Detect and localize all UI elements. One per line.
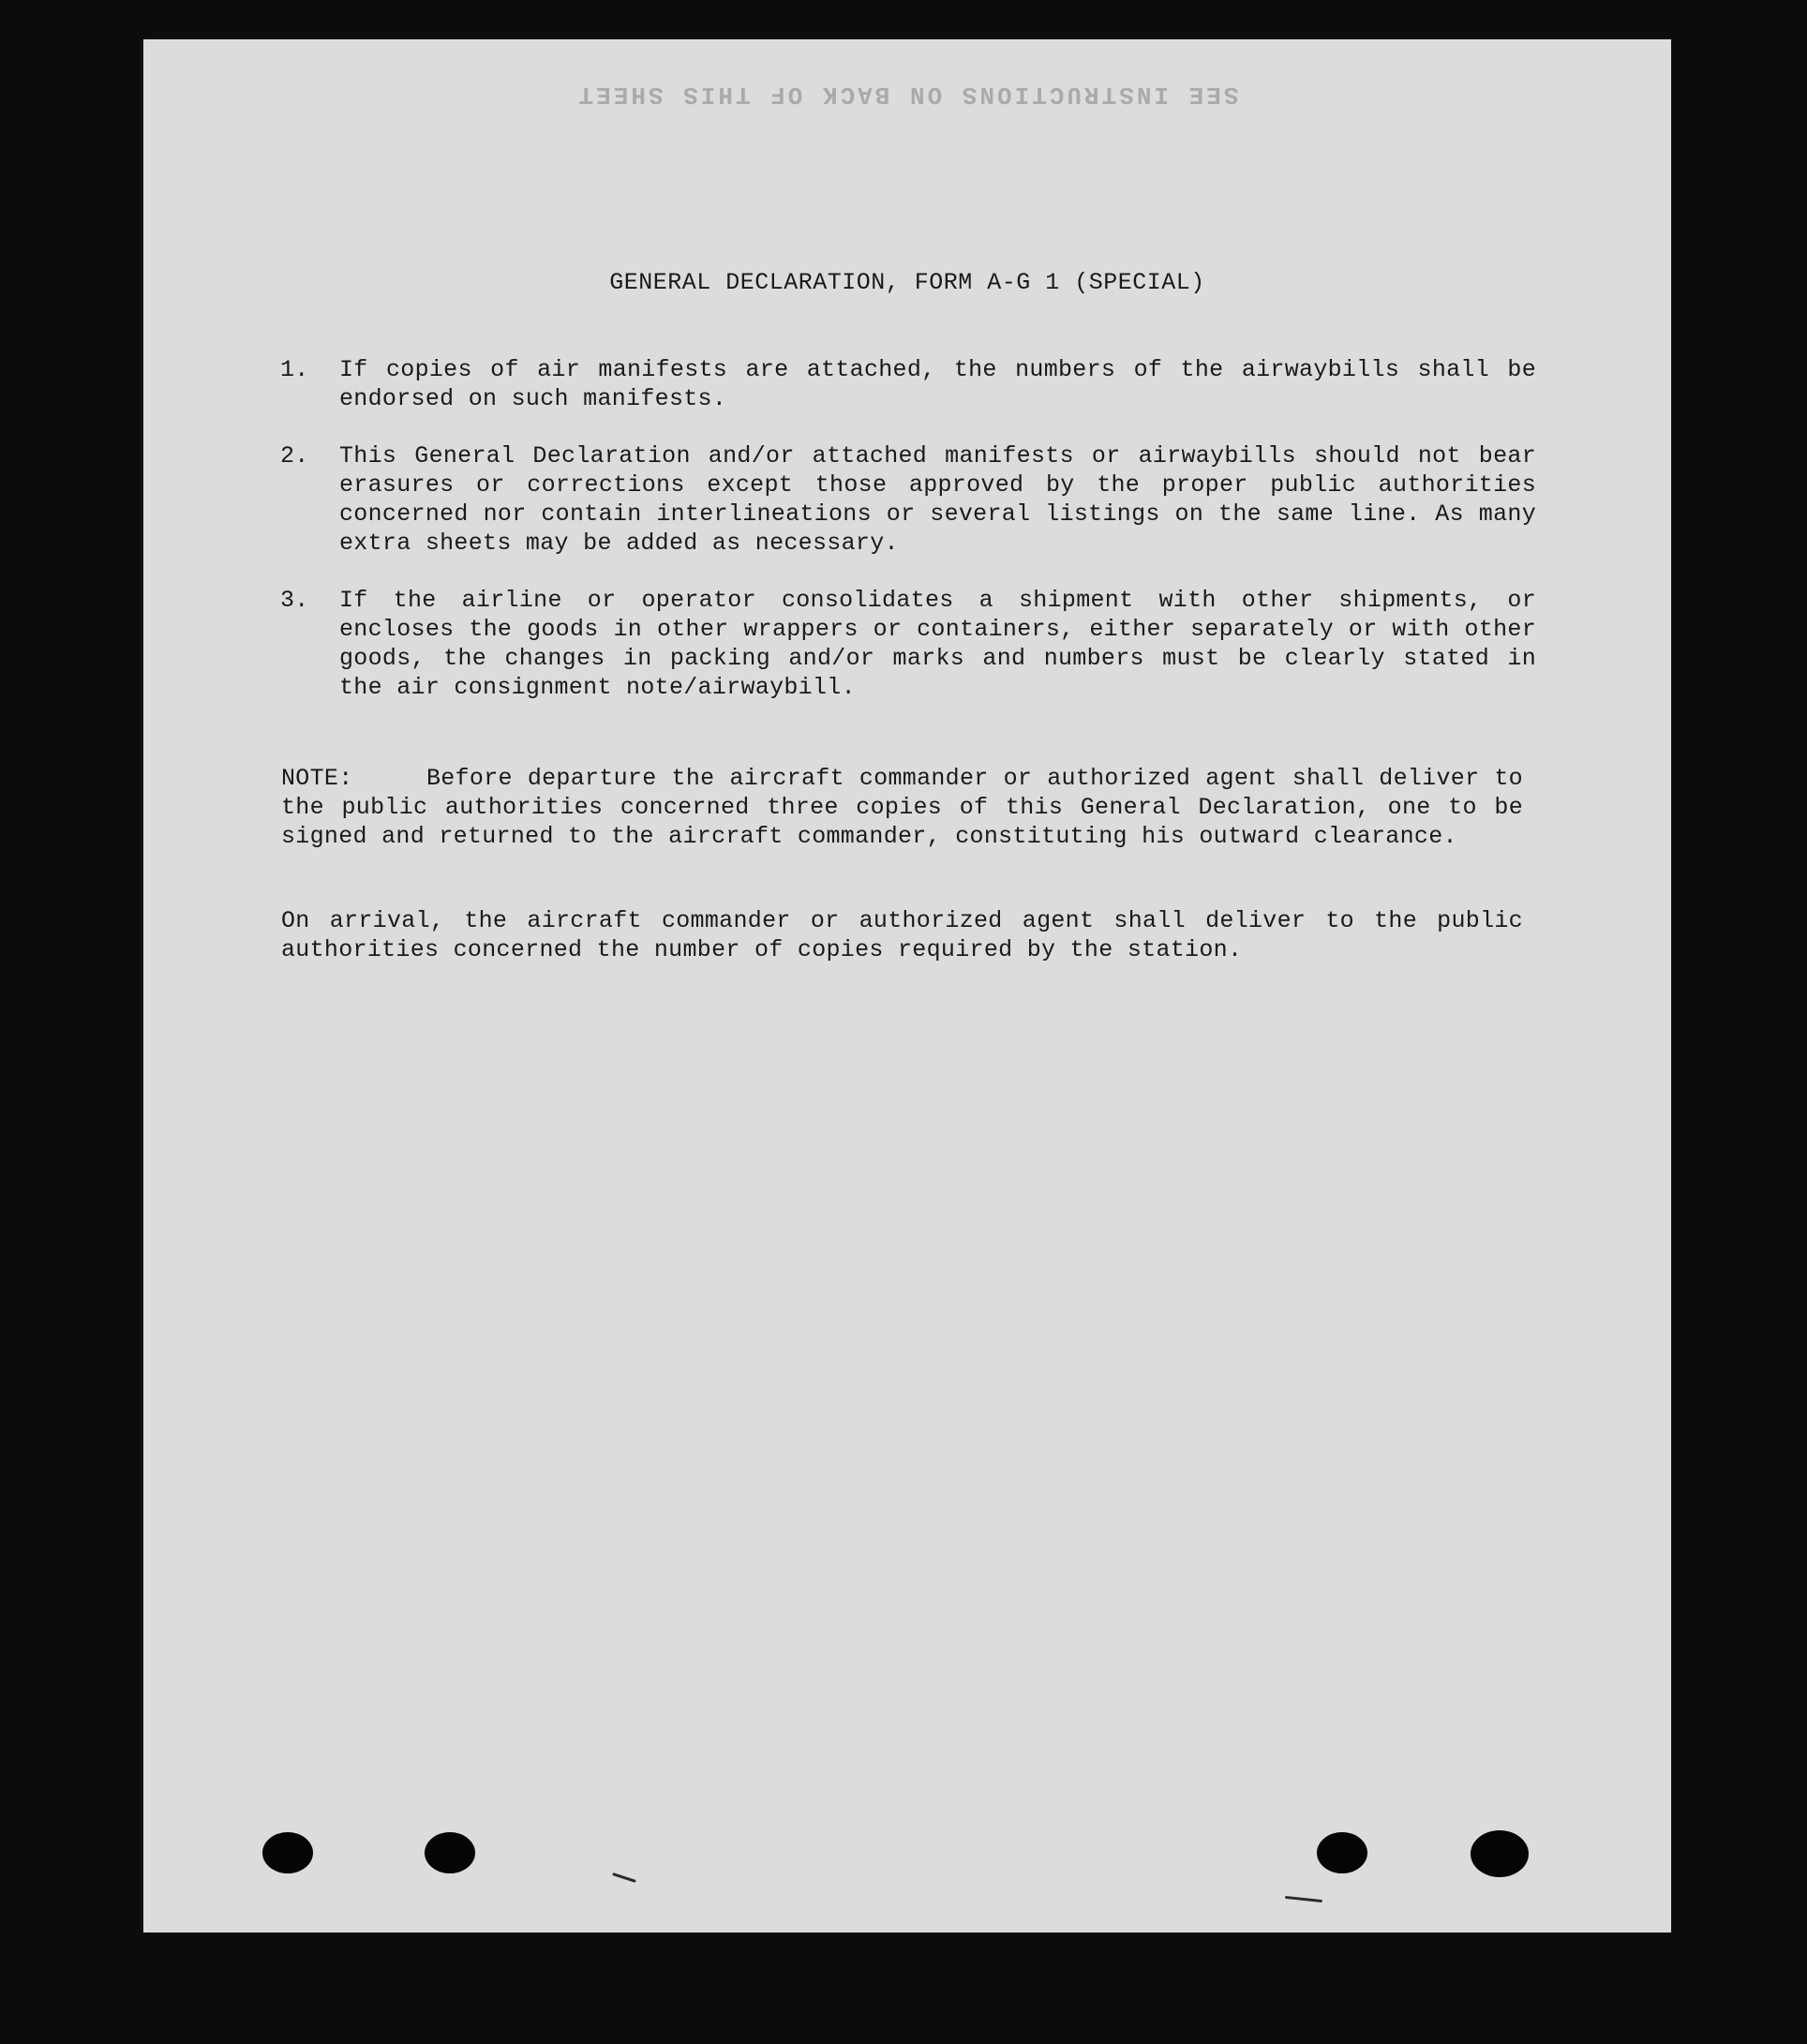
document-sheet xyxy=(143,39,1671,1932)
arrival-paragraph xyxy=(281,906,1523,964)
mark-speck xyxy=(1285,1896,1322,1902)
note-paragraph xyxy=(281,764,1523,851)
punch-hole-icon xyxy=(1471,1830,1529,1877)
item-number: 2. xyxy=(280,442,309,470)
punch-hole-icon xyxy=(262,1832,313,1873)
instruction-item-1 xyxy=(280,355,1536,413)
arrival-text: On arrival, the aircraft commander or authorized agent shall deliver to the public authorities concerned the number of copies required by the station. xyxy=(281,907,1523,963)
punch-hole-icon xyxy=(1317,1832,1367,1873)
instruction-item-2 xyxy=(280,441,1536,558)
item-text: If the airline or operator consolidates a shipment with other shipments, or encloses the goods in other wrappers or containers, either separately or with other goods, the changes in packing and/or marks and numbers must be clearly stated in the air consignment note/airwaybill. xyxy=(339,587,1536,701)
bleed-through-text: SEE INSTRUCTIONS ON BACK OF THIS SHEET xyxy=(575,81,1239,109)
item-text: This General Declaration and/or attached manifests or airwaybills should not bear erasures or corrections except those approved by the proper public authorities concerned nor contain interlineations or several listings on the same line. As many extra sheets may be added as necessary. xyxy=(339,442,1536,557)
item-number: 3. xyxy=(280,587,309,614)
item-text: If copies of air manifests are attached, the numbers of the airwaybills shall be endorsed on such manifests. xyxy=(339,356,1536,412)
note-text: Before departure the aircraft commander or authorized agent shall deliver to the public authorities concerned three copies of this General Declaration, one to be signed and returned to the aircraft commander, constituting his outward clearance. xyxy=(281,765,1523,850)
instruction-item-3 xyxy=(280,586,1536,702)
punch-hole-icon xyxy=(425,1832,475,1873)
item-number: 1. xyxy=(280,356,309,383)
document-title: GENERAL DECLARATION, FORM A-G 1 (SPECIAL) xyxy=(609,269,1205,296)
mark-speck xyxy=(612,1872,636,1883)
note-label: NOTE: xyxy=(281,765,353,792)
